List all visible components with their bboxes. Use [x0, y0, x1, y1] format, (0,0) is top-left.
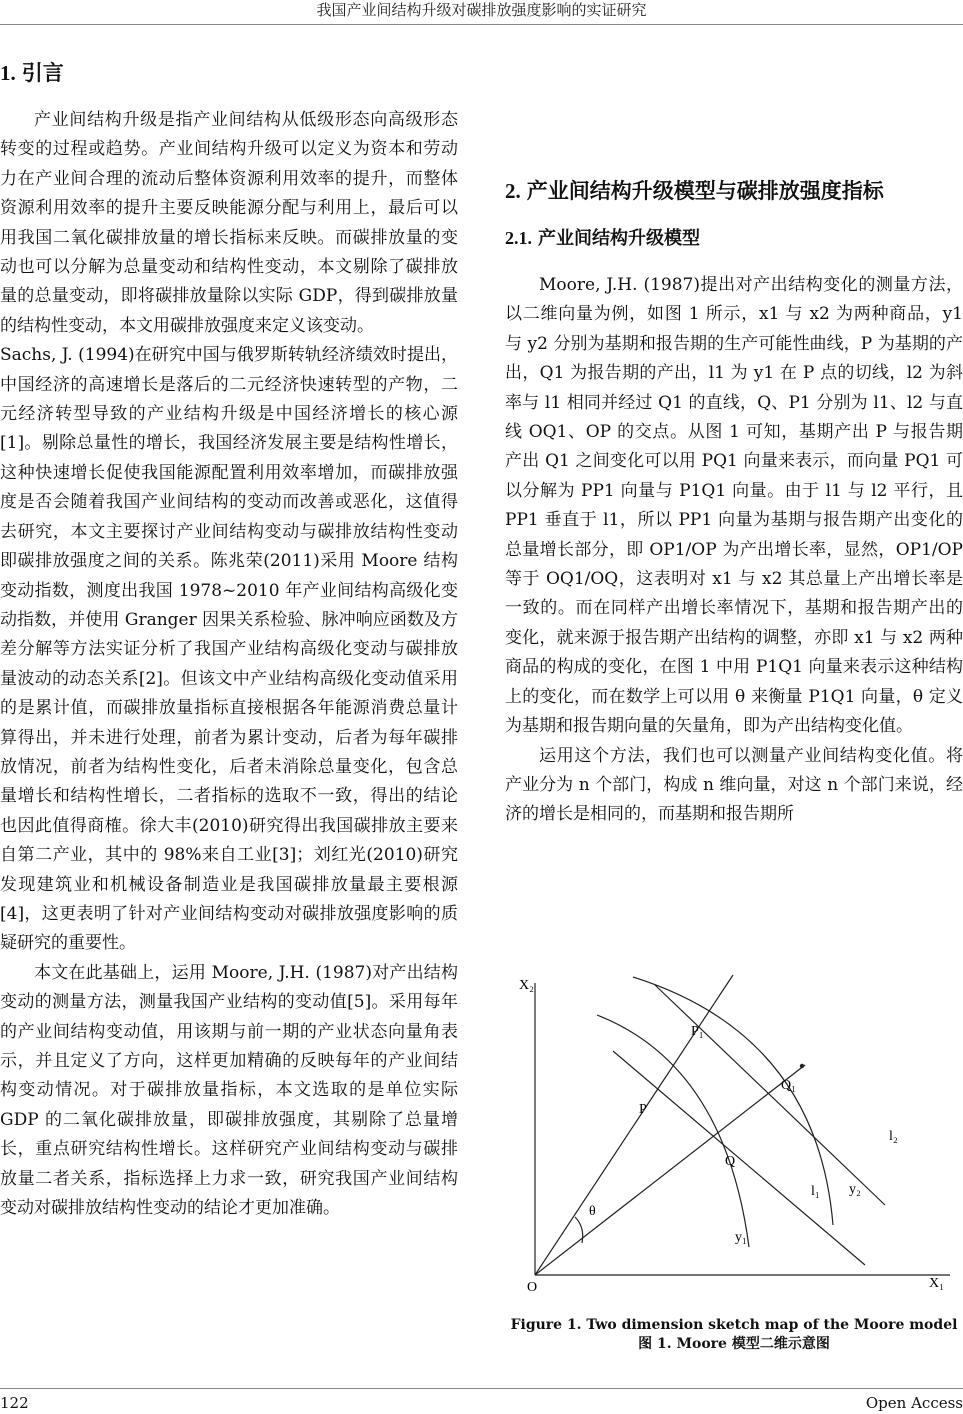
- label-x1: X₁: [929, 1276, 944, 1291]
- section-1-paragraph-3-text: 本文在此基础上，运用 Moore, J.H. (1987)对产出结构变动的测量方法，测量我国产业结构的变动值[5]。采用每年的产业间结构变动值，用该期与前一期的产业状态向量角表示，并且定义了方向，这样更加精确的反映每年的产业间结构变动情况。对于碳排放量指标，本文选取的是单位实际 GDP 的二氧化碳排放量，即碳排放强度，其剔除了总量增长，重点研究结构性增长。这样研究产业间结构变动与碳排放量二者关系，指标选择上力求一致，研究我国产业间结构变动对碳排放结构性变动的结论才更加准确。: [0, 962, 458, 1219]
- subsection-2-1-number: 2.1.: [505, 228, 532, 248]
- oq1-ray: [535, 1065, 805, 1275]
- label-p: P: [639, 1102, 647, 1117]
- open-access-label: Open Access: [865, 1394, 963, 1412]
- subsection-2-1-paragraph-1: Moore, J.H. (1987)提出对产出结构变化的测量方法，以二维向量为例，如图 1 所示，x1 与 x2 为两种商品，y1 与 y2 分别为基期和报告期的生产可能性曲线，P 为基期的产出，Q1 为报告期的产出，l1 为 y1 在 P 点的切线，l2 为斜率与 l1 相同并经过 Q1 的直线，Q、P1 分别为 l1、l2 与直线 OQ1、OP 的交点。从图 1 可知，基期产出 P 与报告期产出 Q1 之间变化可以用 PQ1 向量来表示，而向量 PQ1 可以分解为 PP1 向量与 P1Q1 向量。由于 l1 与 l2 平行，且 PP1 垂直于 l1，所以 PP1 向量为基期与报告期产出变化的总量增长部分，即 OP1/OP 为产出增长率，显然，OP1/OP 等于 OQ1/OQ，这表明对 x1 与 x2 其总量上产出增长率是一致的。而在同样产出增长率情况下，基期和报告期产出的变化，就来源于报告期产出结构的调整，亦即 x1 与 x2 两种商品的构成的变化，在图 1 中用 P1Q1 向量来表示这种结构上的变化，而在数学上可以用 θ 来衡量 P1Q1 向量，θ 定义为基期和报告期向量的矢量角，即为产出结构变化值。: [505, 275, 963, 737]
- label-q1: Q₁: [781, 1078, 796, 1093]
- section-1-heading: [0, 58, 458, 88]
- footer-divider: [0, 1388, 963, 1389]
- caption-english: Figure 1. Two dimension sketch map of the Moore model: [510, 1317, 958, 1333]
- label-l1: l₁: [811, 1184, 820, 1199]
- section-1-paragraph-2: Sachs, J. (1994)在研究中国与俄罗斯转轨经济绩效时提出，中国经济的高速增长是落后的二元经济快速转型的产物，二元经济转型导致的产业结构升级是中国经济增长的核心源[1]。剔除总量性的增长，我国经济发展主要是结构性增长，这种快速增长促使我国能源配置利用效率增加，而碳排放强度是否会随着我国产业间结构的变动而改善或恶化，这值得去研究，本文主要探讨产业间结构变动与碳排放结构性变动即碳排放强度之间的关系。陈兆荣(2011)采用 Moore 结构变动指数，测度出我国 1978~2010 年产业间结构高级化变动指数，并使用 Granger 因果关系检验、脉冲响应函数及方差分解等方法实证分析了我国产业结构高级化变动与碳排放量波动的动态关系[2]。但该文中产业结构高级化变动值采用的是累计值，而碳排放量指标直接根据各年能源消费总量计算得出，并未进行处理，前者为累计变动，后者为每年碳排放情况，前者为结构性变化，后者未消除总量变化，包含总量增长和结构性增长，二者指标的选取不一致，得出的结论也因此值得商榷。徐大丰(2010)研究得出我国碳排放主要来自第二产业，其中的 98%来自工业[3]；刘红光(2010)研究发现建筑业和机械设备制造业是我国碳排放量最主要根源[4]，这更表明了针对产业间结构变动对碳排放强度影响的质疑研究的重要性。: [0, 345, 458, 954]
- right-column: [505, 58, 963, 830]
- moore-model-diagram: [505, 965, 963, 1295]
- label-l2: l₂: [889, 1129, 898, 1144]
- figure-caption: [505, 1316, 963, 1354]
- caption-chinese: 图 1. Moore 模型二维示意图: [638, 1336, 830, 1352]
- op-ray: [535, 975, 736, 1275]
- page-number: 122: [0, 1394, 29, 1412]
- label-origin: O: [527, 1280, 538, 1295]
- curve-y2: [633, 977, 833, 1225]
- label-q: Q: [725, 1154, 736, 1169]
- point-q1: [800, 1064, 804, 1068]
- curve-y1: [597, 1015, 749, 1247]
- section-1-paragraph-1: 产业间结构升级是指产业间结构从低级形态向高级形态转变的过程或趋势。产业间结构升级可以定义为资本和劳动力在产业间合理的流动后整体资源利用效率的提升，而整体资源利用效率的提升主要反映能源分配与利用上，最后可以用我国二氧化碳排放量的增长指标来反映。而碳排放量的变动也可以分解为总量变动和结构性变动，本文剔除了碳排放量的总量变动，即将碳排放量除以实际 GDP，得到碳排放量的结构性变动，本文用碳排放强度来定义该变动。: [0, 110, 458, 336]
- section-1-number: 1.: [0, 61, 16, 85]
- label-y1: y₁: [735, 1230, 747, 1245]
- label-y2: y₂: [849, 1182, 861, 1197]
- section-1-title: 引言: [21, 61, 64, 85]
- subsection-2-1-heading: [505, 224, 963, 253]
- label-p1: P₁: [691, 1024, 704, 1039]
- label-theta: θ: [589, 1204, 596, 1219]
- header-divider: [0, 24, 963, 25]
- label-x2: X₂: [519, 978, 534, 993]
- subsection-2-1-paragraph-2: 运用这个方法，我们也可以测量产业间结构变化值。将产业分为 n 个部门，构成 n 维向量，对这 n 个部门来说，经济的增长是相同的，而基期和报告期所: [505, 745, 963, 825]
- section-2-title: 产业间结构升级模型与碳排放强度指标: [526, 179, 884, 203]
- left-column: [0, 58, 458, 1223]
- section-1-paragraph-3: [0, 959, 458, 1224]
- figure-1: [505, 965, 963, 1295]
- running-head: 我国产业间结构升级对碳排放强度影响的实证研究: [316, 1, 647, 19]
- subsection-2-1-title: 产业间结构升级模型: [538, 228, 700, 249]
- section-2-heading: [505, 176, 963, 206]
- line-l2: [655, 985, 885, 1205]
- section-2-number: 2.: [505, 179, 521, 203]
